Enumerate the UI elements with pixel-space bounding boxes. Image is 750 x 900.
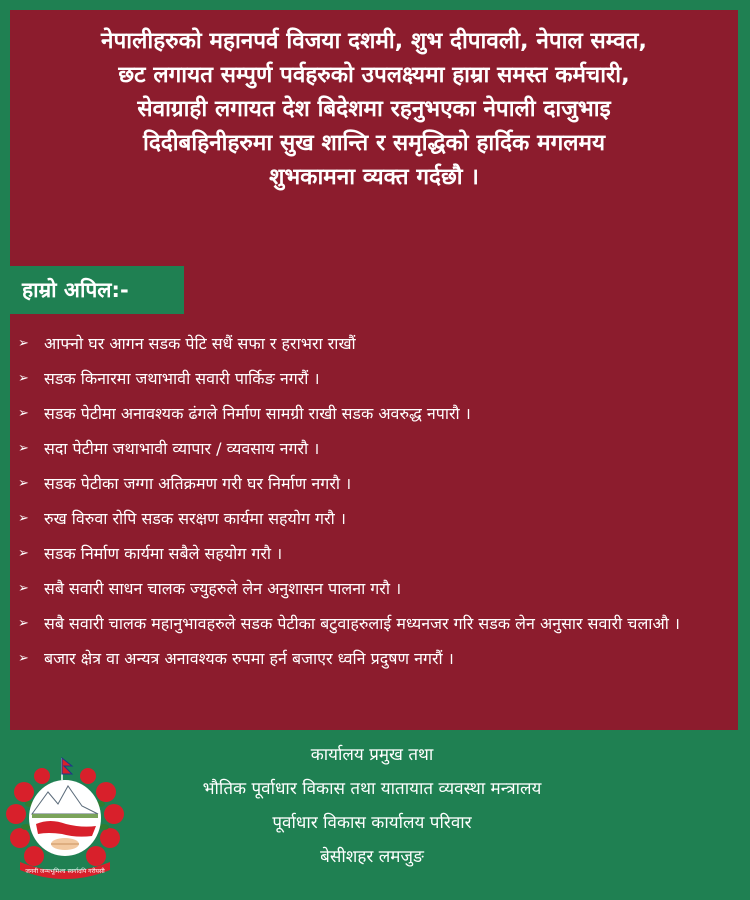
appeal-item	[10, 433, 738, 464]
arrow-bullet-icon: ➢	[18, 581, 29, 596]
greeting-line: दिदीबहिनीहरुमा सुख शान्ति र समृद्धिको हार्दिक मगलमय	[143, 130, 605, 156]
greeting-panel	[10, 10, 738, 730]
arrow-bullet-icon: ➢	[18, 511, 29, 526]
appeal-item	[10, 643, 738, 674]
greeting-line: छट लगायत सम्पुर्ण पर्वहरुको उपलक्ष्यमा हाम्रा समस्त कर्मचारी,	[118, 62, 630, 88]
appeal-item	[10, 503, 738, 534]
appeal-item	[10, 608, 738, 639]
appeal-item-text: सदा पेटीमा जथाभावी व्यापार / व्यवसाय नगरौ ।	[44, 439, 320, 458]
appeal-item	[10, 363, 738, 394]
arrow-bullet-icon: ➢	[18, 336, 29, 351]
greeting-line: सेवाग्राही लगायत देश बिदेशमा रहनुभएका नेपाली दाजुभाइ	[137, 96, 611, 122]
arrow-bullet-icon: ➢	[18, 406, 29, 421]
nepal-coat-of-arms-icon	[6, 752, 124, 880]
appeal-item-text: सडक पेटीका जग्गा अतिक्रमण गरी घर निर्माण नगरौ ।	[44, 474, 352, 493]
emblem-motto: जननी जन्मभूमिश्च स्वर्गादपि गरीयसी	[25, 868, 105, 875]
greeting-line: शुभकामना व्यक्त गर्दछौ ।	[269, 164, 479, 190]
appeal-item-text: सडक पेटीमा अनावश्यक ढंगले निर्माण सामग्री राखी सडक अवरुद्ध नपारौ ।	[44, 404, 471, 423]
appeal-item	[10, 328, 738, 359]
signature-line: भौतिक पूर्वाधार विकास तथा यातायात व्यवस्था मन्त्रालय	[202, 779, 542, 799]
greeting-message	[10, 24, 738, 194]
arrow-bullet-icon: ➢	[18, 651, 29, 666]
appeal-item	[10, 468, 738, 499]
appeal-item-text: सबै सवारी साधन चालक ज्युहरुले लेन अनुशासन पालना गरौ ।	[44, 579, 402, 598]
arrow-bullet-icon: ➢	[18, 616, 29, 631]
appeal-item-text: रुख विरुवा रोपि सडक सरक्षण कार्यमा सहयोग गरौ ।	[44, 509, 346, 528]
appeal-item-text: बजार क्षेत्र वा अन्यत्र अनावश्यक रुपमा हर्न बजाएर ध्वनि प्रदुषण नगरौं ।	[44, 649, 454, 668]
office-signature	[130, 738, 614, 874]
greeting-line: नेपालीहरुको महानपर्व विजया दशमी, शुभ दीपावली, नेपाल सम्वत,	[101, 28, 647, 54]
appeal-item	[10, 398, 738, 429]
appeal-item-text: सडक किनारमा जथाभावी सवारी पार्किङ नगरौं ।	[44, 369, 320, 388]
appeal-item-text: सबै सवारी चालक महानुभावहरुले सडक पेटीका बटुवाहरुलाई मध्यनजर गरि सडक लेन अनुसार सवारी चलाऔ ।	[44, 614, 680, 633]
appeal-item-text: सडक निर्माण कार्यमा सबैले सहयोग गरौ ।	[44, 544, 283, 563]
signature-line: बेसीशहर लमजुङ	[320, 847, 424, 867]
signature-line: कार्यालय प्रमुख तथा	[310, 745, 434, 765]
appeal-item	[10, 573, 738, 604]
appeal-heading: हाम्रो अपिल:-	[10, 266, 184, 314]
appeal-item	[10, 538, 738, 569]
signature-line: पूर्वाधार विकास कार्यालय परिवार	[272, 813, 472, 833]
appeal-list	[10, 328, 738, 678]
appeal-item-text: आफ्नो घर आगन सडक पेटि सधैं सफा र हराभरा राखौं	[44, 334, 356, 353]
arrow-bullet-icon: ➢	[18, 371, 29, 386]
arrow-bullet-icon: ➢	[18, 546, 29, 561]
arrow-bullet-icon: ➢	[18, 476, 29, 491]
arrow-bullet-icon: ➢	[18, 441, 29, 456]
